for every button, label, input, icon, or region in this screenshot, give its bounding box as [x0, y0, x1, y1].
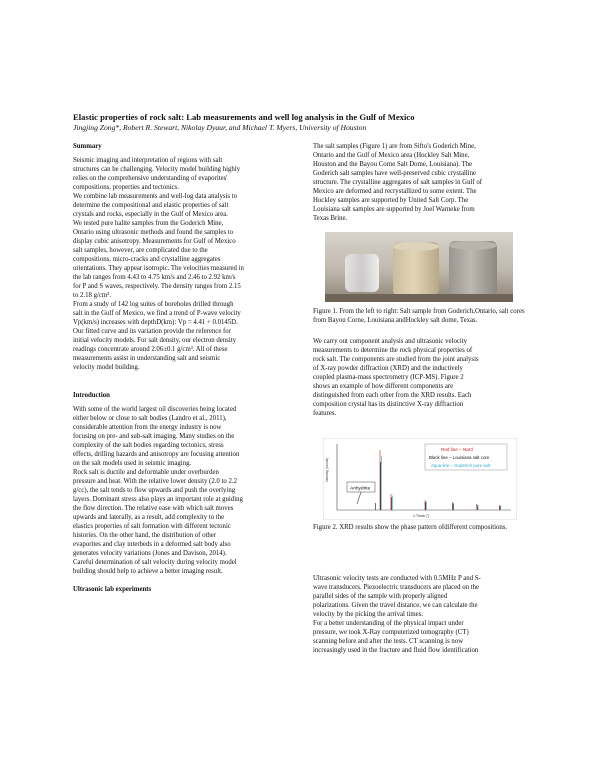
introduction-line: Rock salt is ductile and deformable under overburden [73, 469, 219, 476]
figure-2-caption-line: Figure 2. XRD results show the phase pattern of [313, 524, 445, 531]
introduction-line: the flow direction. The relative ease with which salt moves [73, 505, 234, 512]
summary-line: Seismic imaging and interpretation of regions with salt [73, 157, 223, 164]
component-analysis-line: measurements to determine the rock physical properties of [313, 347, 473, 354]
summary-line: compositions, properties and tectonics. [73, 184, 179, 191]
summary-line: Our fitted curve and its variation provide the reference for [73, 328, 231, 335]
summary-line: orientations. They appear isotropic. The velocities measured in [73, 265, 244, 272]
introduction-line: generates velocity variations (Jones and Davison, 2014). [73, 550, 227, 557]
summary-line: Ontario using ultrasonic methods and found the samples to [73, 229, 234, 236]
summary-line: structures can be challenging. Velocity model building highly [73, 166, 241, 173]
paper-authors: Jingjing Zong*, Robert R. Stewart, Nikolay Dyaur, and Michael T. Myers, University of Houston [73, 123, 367, 132]
samples-line: Texas Brine. [313, 215, 348, 222]
figure-1-caption [313, 307, 525, 325]
samples-line: Ontario and the Gulf of Mexico area (Hockley Salt Mine, [313, 152, 470, 159]
summary-line: crystals and rocks, especially in the Gulf of Mexico area. [73, 211, 228, 218]
summary-heading: Summary [73, 143, 102, 150]
ultrasonic-line: wave transducers. Piezoelectric transducers are placed on the [313, 584, 480, 591]
ultrasonic-line: parallel sides of the sample with properly aligned [313, 593, 448, 600]
ultrasonic-heading: Ultrasonic lab experiments [73, 586, 152, 593]
summary-line: relies on the comprehensive understanding of evaporites' [73, 175, 228, 182]
legend-nacl: Red line – NaCl [441, 447, 474, 452]
figure-1-caption-line: Ontario, salt cores from Bayou Corne, Louisiana and [313, 308, 525, 324]
component-analysis-line: composition crystal has its distinctive X-ray diffraction [313, 401, 464, 408]
introduction-line: considerable attention from the energy industry is now [73, 424, 222, 431]
summary-line: Vp(km/s) increases with depthD(km): Vp = 4.41 + 0.0145D. [73, 319, 238, 326]
component-analysis-text [313, 337, 525, 418]
introduction-line: layers. Dominant stress also plays an important role at guiding [73, 496, 243, 503]
introduction-line: With some of the world largest oil discoveries being located [73, 406, 237, 413]
summary-line: compositions, micro-cracks and crystalline aggregates [73, 256, 221, 263]
paper-title: Elastic properties of rock salt: Lab measurements and well log analysis in the Gulf of Mexico [73, 112, 415, 122]
introduction-line: upwards and laterally, as a result, add complexity to the [73, 514, 225, 521]
anhydrite-label: Anhydrite [350, 486, 371, 492]
x-axis-label: 2-Theta (°) [413, 514, 430, 518]
introduction-line: g/cc), the salt tends to flow upwards and push the overlying [73, 487, 236, 494]
introduction-line: histories. On the other hand, the distribution of other [73, 532, 217, 539]
introduction-line: evaporites and clay interbeds in a deformed salt body also [73, 541, 231, 548]
ultrasonic-line: increasingly used in the fracture and fluid flow identification [313, 647, 479, 654]
component-analysis-line: distinguished from each other from the XRD results. Each [313, 392, 472, 399]
introduction-line: elastics properties of salt formation with different tectonic [73, 523, 231, 530]
figure-1-salt-samples-photo [325, 232, 513, 302]
samples-line: Goderich salt samples have well-preserved cubic crystalline [313, 170, 477, 177]
component-analysis-line: shows an example of how different components are [313, 383, 454, 390]
summary-line: salt in the Gulf of Mexico, we find a trend of P-wave velocity [73, 310, 241, 317]
summary-line: readings concentrate around 2.06±0.1 g/cm³. All of these [73, 346, 228, 353]
introduction-line: focusing on pre- and sub-salt imaging. Many studies on the [73, 433, 235, 440]
introduction-line: Careful determination of salt velocity during velocity model [73, 559, 237, 566]
summary-line: display cubic anisotropy. Measurements for Gulf of Mexico [73, 238, 236, 245]
figure-1-caption-line: Hockley salt dome, Texas. [405, 317, 478, 324]
figure-2-caption-line: different compositions. [444, 524, 508, 531]
introduction-heading: Introduction [73, 392, 110, 399]
component-analysis-line: features. [313, 410, 337, 417]
component-analysis-line: We carry out component analysis and ultrasonic velocity [313, 338, 468, 345]
y-axis-label: Intensity (counts) [325, 457, 329, 482]
summary-line: velocity model building. [73, 364, 140, 371]
legend-goderich: Aqua line – Goderich pure salt [431, 463, 491, 468]
ultrasonic-line: scanning before and after the tests. CT scanning is now [313, 638, 464, 645]
legend-louisiana: Black line – Louisiana salt core [429, 455, 490, 460]
summary-line: salt samples, however, are complicated due to the [73, 247, 208, 254]
samples-line: Houston and the Bayou Corne Salt Dome, Louisiana). The [313, 161, 473, 168]
summary-line: initial velocity models. For salt density, our electron density [73, 337, 237, 344]
summary-text [73, 156, 281, 372]
introduction-line: building should help to achieve a better imaging result. [73, 568, 223, 575]
figure-2-xrd-chart [323, 438, 517, 520]
samples-line: The salt samples (Figure 1) are from Sifto's Goderich Mine, [313, 143, 476, 150]
summary-line: for P and S waves, respectively. The density ranges from 2.15 [73, 283, 241, 290]
ultrasonic-text [313, 574, 525, 655]
summary-line: to 2.18 g/cm³. [73, 292, 111, 299]
samples-line: Mexico are deformed and recrystallized to some extent. The [313, 188, 477, 195]
component-analysis-line: rock salt. The components are studied from the joint analysis [313, 356, 479, 363]
samples-line: structure. The crystalline aggregates of salt samples in Gulf of [313, 179, 482, 186]
introduction-text [73, 405, 281, 576]
ultrasonic-line: Ultrasonic velocity tests are conducted with 0.5MHz P and S- [313, 575, 481, 582]
summary-line: the lab ranges from 4.43 to 4.75 km/s and 2.46 to 2.92 km/s [73, 274, 236, 281]
summary-line: measurements assist in understanding salt and seismic [73, 355, 221, 362]
ultrasonic-line: polarizations. Given the travel distance, we can calculate the [313, 602, 478, 609]
summary-line: We tested pure halite samples from the Goderich Mine, [73, 220, 224, 227]
figure-2-caption [313, 523, 525, 532]
ultrasonic-line: For a better understanding of the physical impact under [313, 620, 464, 627]
summary-line: From a study of 142 log suites of boreholes drilled through [73, 301, 234, 308]
introduction-line: pressure and heat. With the relative lower density (2.0 to 2.2 [73, 478, 238, 485]
component-analysis-line: coupled plasma-mass spectrometry (ICP-MS). Figure 2 [313, 374, 464, 381]
samples-line: Hockley samples are supported by United Salt Corp. The [313, 197, 469, 204]
introduction-line: effects, drilling hazards and anisotropy are focusing attention [73, 451, 240, 458]
samples-text [313, 142, 525, 223]
introduction-line: complexity of the salt bodies regarding tectonics, stress [73, 442, 224, 449]
ultrasonic-line: pressure, we took X-Ray computerized tomography (CT) [313, 629, 469, 636]
component-analysis-line: of X-ray powder diffraction (XRD) and the inductively [313, 365, 463, 372]
introduction-line: either below or close to salt bodies (Landro et al., 2011), [73, 415, 227, 422]
figure-1-caption-line: Figure 1. From the left to right: Salt sample from Goderich, [313, 308, 475, 315]
summary-line: determine the compositional and elastic properties of salt [73, 202, 229, 209]
introduction-line: on the salt models used in seismic imaging. [73, 460, 192, 467]
samples-line: Louisiana salt samples are supported by Joel Warneke from [313, 206, 475, 213]
summary-line: We combine lab measurements and well-log data analysis to [73, 193, 238, 200]
ultrasonic-line: velocity by the picking the arrival times. [313, 611, 424, 618]
